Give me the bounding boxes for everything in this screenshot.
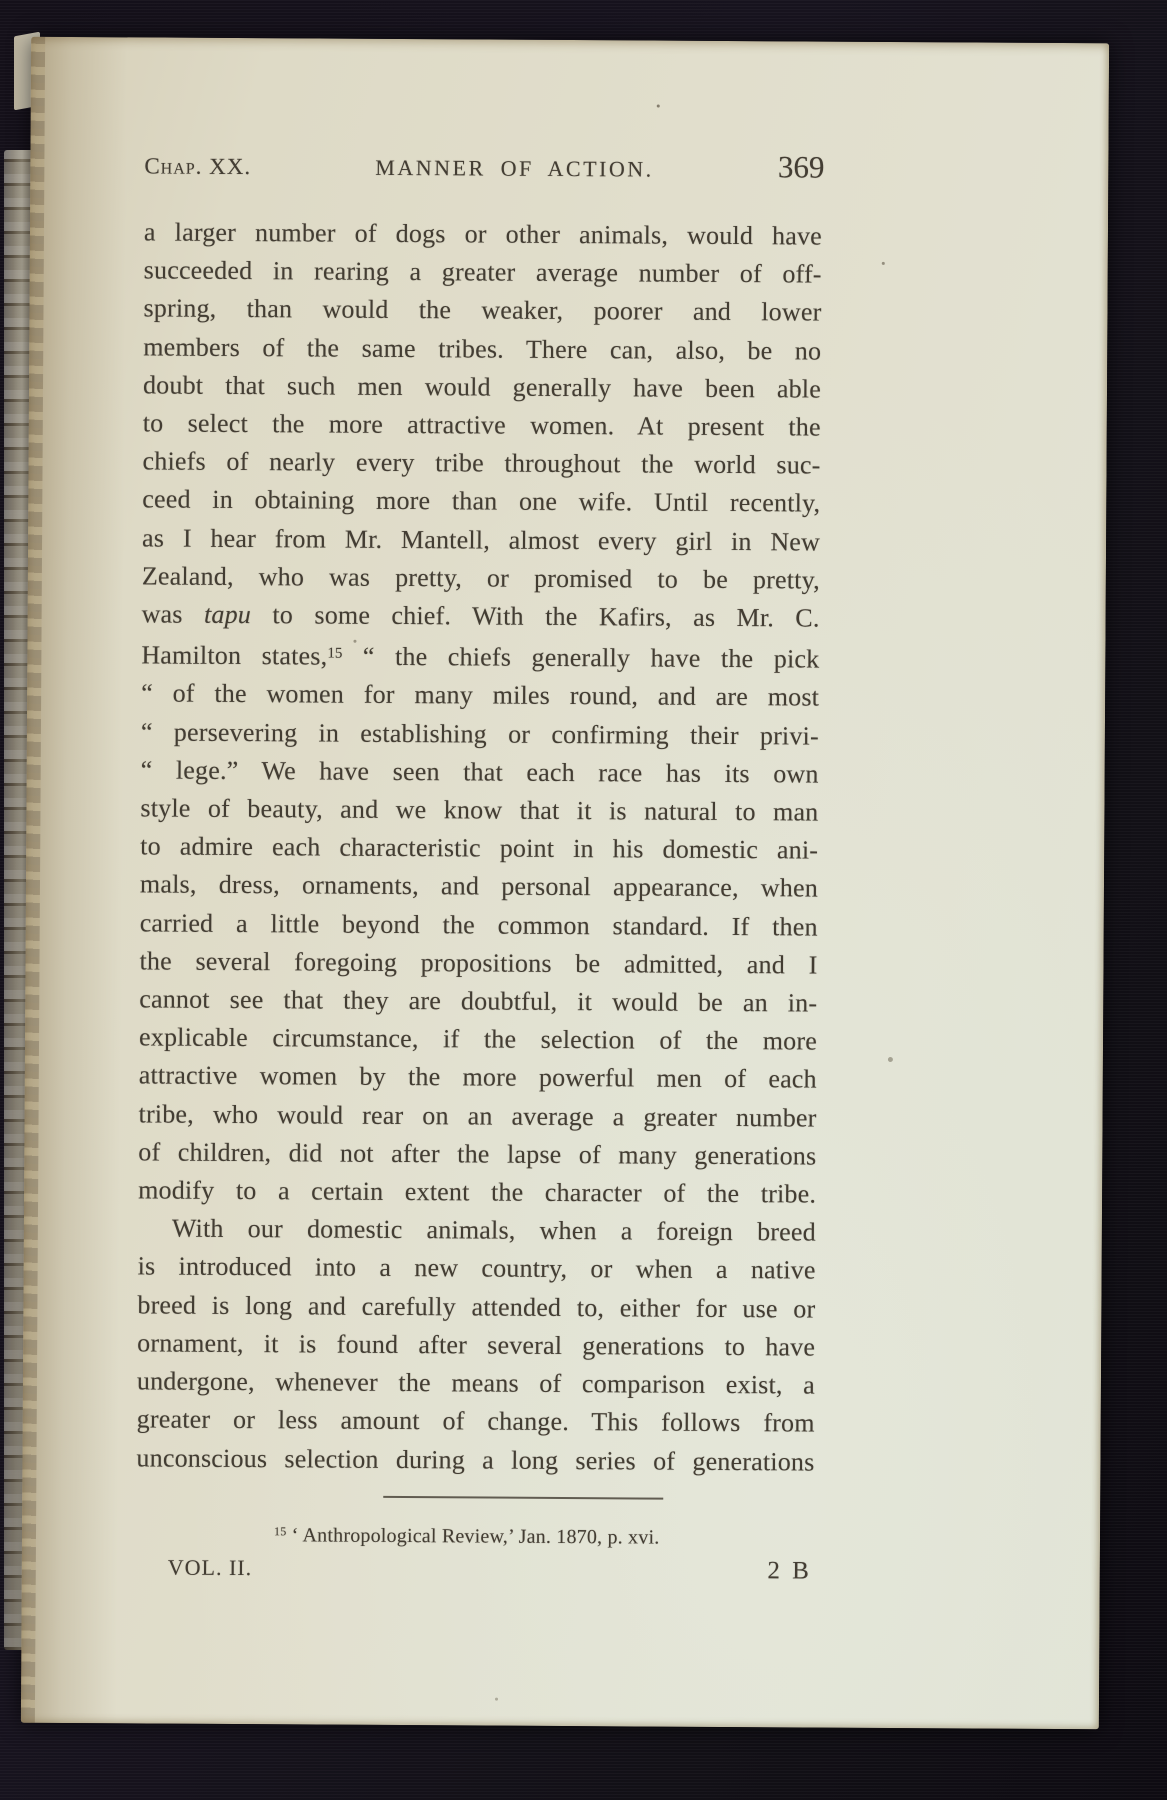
body-line-text: to some chief. With the Kafirs, as Mr. C.: [250, 600, 820, 633]
footnote-marker: 15: [273, 1524, 287, 1539]
body-line: to admire each characteristic point in his domestic ani-: [140, 831, 819, 865]
body-line-text: was: [141, 599, 205, 629]
footnote-divider-rule: [383, 1496, 663, 1500]
volume-label: VOL. II.: [167, 1554, 253, 1581]
body-line: cannot see that they are doubtful, it would be an in-: [139, 984, 818, 1018]
body-line-tapu: [142, 595, 820, 637]
body-line: breed is long and carefully attended to, either for use or: [137, 1290, 816, 1324]
body-line: spring, than would the weaker, poorer and lower: [143, 293, 822, 327]
body-line: tribe, who would rear on an average a greater number: [138, 1099, 817, 1133]
footnote-reference: 15: [327, 645, 343, 662]
body-line: chiefs of nearly every tribe throughout the world suc-: [142, 446, 821, 480]
body-line: “ persevering in establishing or confirming their privi-: [140, 717, 819, 751]
body-line: the several foregoing propositions be admitted, and I: [139, 946, 818, 980]
body-line: ornament, it is found after several generations to have: [137, 1328, 816, 1362]
page-number: 369: [777, 149, 825, 185]
body-line: undergone, whenever the means of comparison exist, a: [136, 1366, 816, 1400]
body-line: attractive women by the more powerful men of each: [138, 1060, 817, 1095]
page-footer: [136, 1553, 816, 1585]
body-line: is introduced into a new country, or when a native: [137, 1251, 816, 1286]
body-line: ceed in obtaining more than one wife. Until recently,: [142, 484, 821, 518]
body-line: to select the more attractive women. At present the: [142, 408, 821, 442]
body-line: doubt that such men would generally have been able: [142, 370, 822, 404]
italic-term: tapu: [203, 599, 252, 630]
footnote-text: ‘ Anthropological Review,’ Jan. 1870, p. xvi.: [286, 1524, 660, 1549]
body-line: of children, did not after the lapse of many generations: [138, 1137, 817, 1171]
chapter-label: Chap. XX.: [144, 153, 252, 180]
body-line: style of beauty, and we know that it is natural to man: [140, 793, 819, 827]
body-line: Zealand, who was pretty, or promised to be pretty,: [141, 561, 820, 595]
book-page: [21, 37, 1109, 1730]
body-line: modify to a certain extent the character of the tribe.: [138, 1175, 817, 1209]
body-line: mals, dress, ornaments, and personal appearance, when: [139, 869, 819, 903]
running-title: MANNER OF ACTION.: [375, 154, 654, 182]
body-text: [136, 213, 822, 1481]
body-line: succeeded in rearing a greater average number of off-: [143, 255, 822, 289]
body-line: explicable circumstance, if the selection of the more: [138, 1022, 818, 1056]
body-line: as I hear from Mr. Mantell, almost every girl in New: [142, 523, 821, 557]
body-line-text: Hamilton states,: [141, 640, 328, 671]
body-line-paragraph-start: With our domestic animals, when a foreign breed: [171, 1213, 816, 1247]
signature-mark: 2 B: [767, 1557, 812, 1585]
footnote: [136, 1523, 814, 1550]
body-line: a larger number of dogs or other animals, would have: [143, 217, 823, 251]
body-line: unconscious selection during a long series of generations: [136, 1442, 815, 1477]
body-line-citation: [141, 634, 819, 679]
body-line: “ of the women for many miles round, and are most: [141, 678, 820, 712]
body-line: carried a little beyond the common standard. If then: [139, 908, 818, 942]
body-line: members of the same tribes. There can, also, be no: [143, 332, 822, 366]
body-line: “ lege.” We have seen that each race has its own: [140, 755, 819, 789]
body-line: greater or less amount of change. This follows from: [136, 1404, 815, 1438]
paper-specks: [657, 105, 660, 108]
page-header: [144, 145, 824, 185]
body-line-text: “ the chiefs generally have the pick: [342, 641, 820, 674]
